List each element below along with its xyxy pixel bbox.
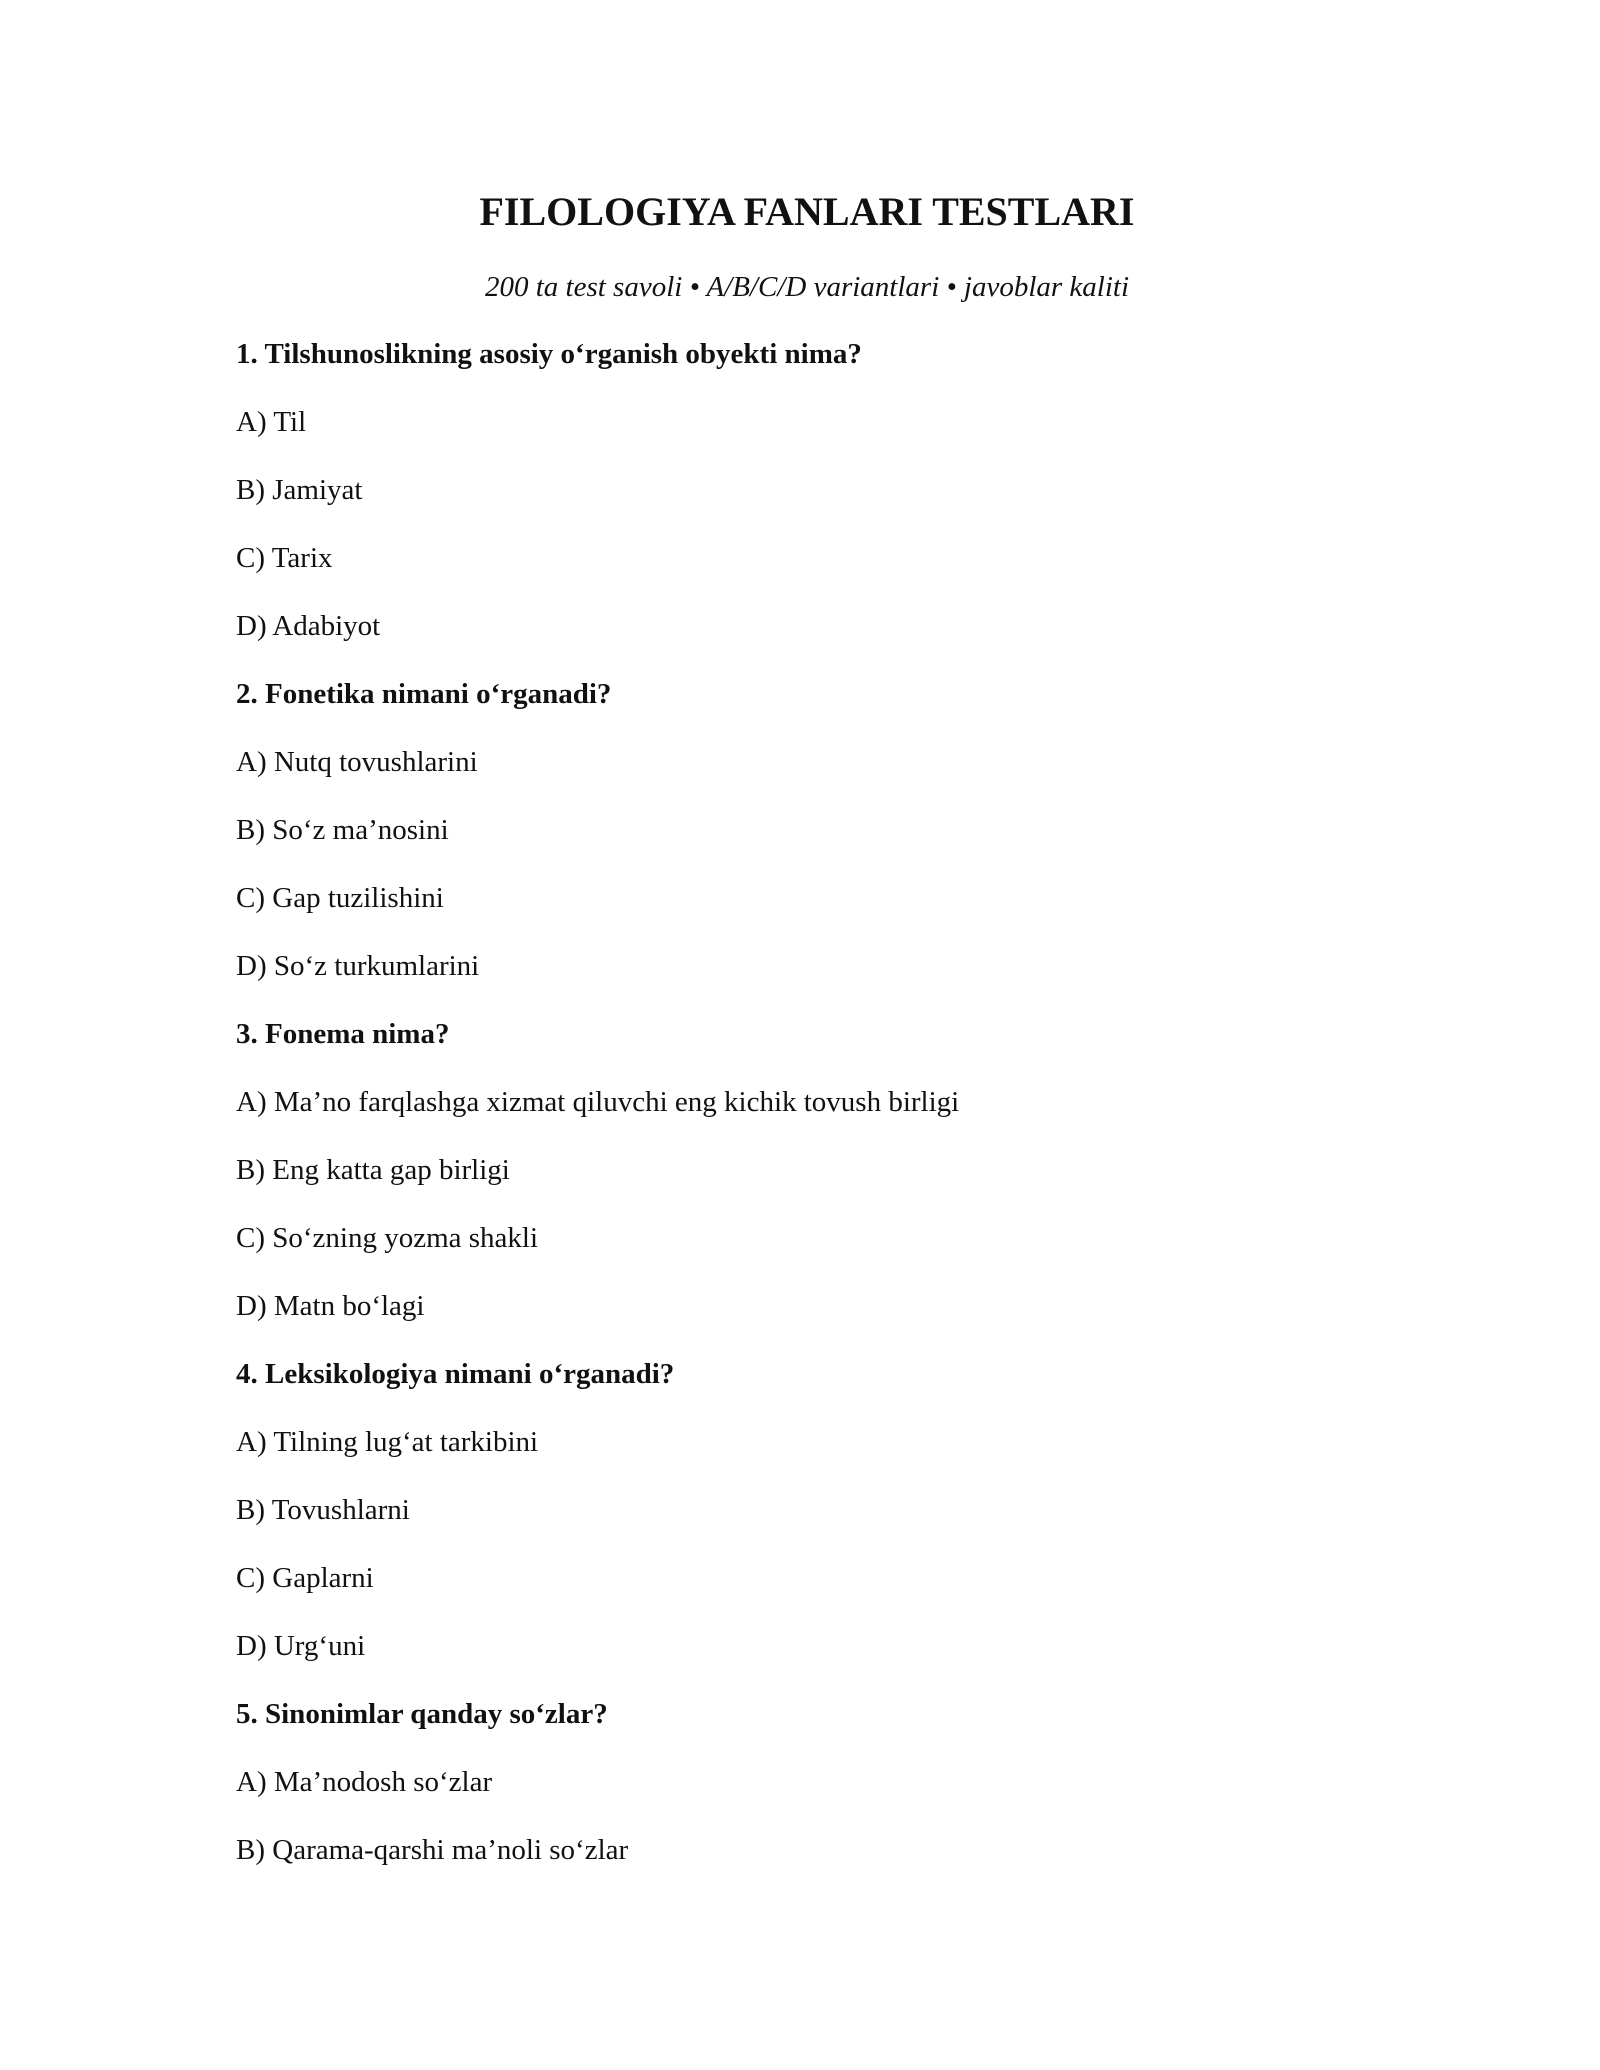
question-4-option-b: B) Tovushlarni bbox=[236, 1494, 410, 1526]
document-subtitle: 200 ta test savoli • A/B/C/D variantlari • javoblar kaliti bbox=[484, 271, 1130, 303]
question-2-option-b: B) So‘z ma’nosini bbox=[236, 814, 449, 846]
question-5-option-a: A) Ma’nodosh so‘zlar bbox=[236, 1766, 493, 1798]
question-3: 3. Fonema nima? bbox=[236, 1018, 450, 1050]
question-4-option-a: A) Tilning lug‘at tarkibini bbox=[236, 1426, 539, 1458]
question-list bbox=[236, 335, 1366, 1899]
question-3-option-b: B) Eng katta gap birligi bbox=[236, 1154, 510, 1186]
question-1-option-c: C) Tarix bbox=[236, 542, 333, 574]
question-4-option-d: D) Urg‘uni bbox=[236, 1630, 366, 1662]
question-1-option-b: B) Jamiyat bbox=[236, 474, 363, 506]
question-3-option-d: D) Matn bo‘lagi bbox=[236, 1290, 425, 1322]
question-4: 4. Leksikologiya nimani o‘rganadi? bbox=[236, 1358, 675, 1390]
question-1-option-a: A) Til bbox=[236, 406, 307, 438]
question-5: 5. Sinonimlar qanday so‘zlar? bbox=[236, 1698, 608, 1730]
question-5-option-b: B) Qarama-qarshi ma’noli so‘zlar bbox=[236, 1834, 629, 1866]
question-1-option-d: D) Adabiyot bbox=[236, 610, 381, 642]
question-2-option-c: C) Gap tuzilishini bbox=[236, 882, 444, 914]
question-2: 2. Fonetika nimani o‘rganadi? bbox=[236, 678, 612, 710]
question-2-option-d: D) So‘z turkumlarini bbox=[236, 950, 480, 982]
question-1: 1. Tilshunoslikning asosiy o‘rganish obyekti nima? bbox=[236, 338, 862, 370]
document-title: FILOLOGIYA FANLARI TESTLARI bbox=[479, 189, 1135, 234]
question-3-option-c: C) So‘zning yozma shakli bbox=[236, 1222, 539, 1254]
question-3-option-a: A) Ma’no farqlashga xizmat qiluvchi eng kichik tovush birligi bbox=[236, 1086, 960, 1118]
question-4-option-c: C) Gaplarni bbox=[236, 1562, 374, 1594]
question-2-option-a: A) Nutq tovushlarini bbox=[236, 746, 478, 778]
